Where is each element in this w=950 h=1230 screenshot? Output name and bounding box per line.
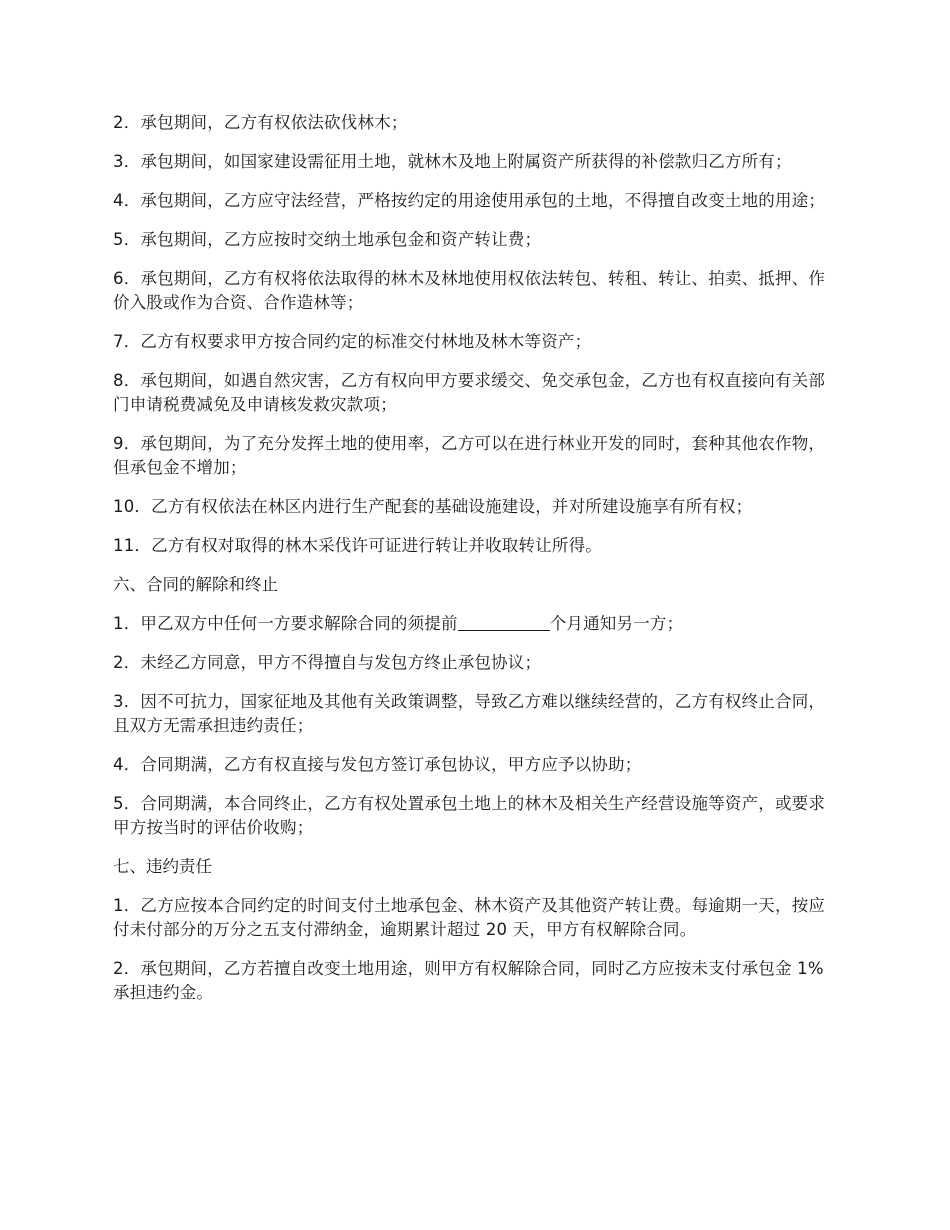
clause-5-4: 4．承包期间，乙方应守法经营，严格按约定的用途使用承包的土地，不得擅自改变土地的用途；: [113, 191, 826, 210]
clause-7-2: 2．承包期间，乙方若擅自改变土地用途，则甲方有权解除合同，同时乙方应按未支付承包金 1%承担违约金。: [113, 959, 824, 1002]
section-7-heading: 七、违约责任: [113, 857, 212, 876]
clause-6-5: 5．合同期满，本合同终止，乙方有权处置承包土地上的林木及相关生产经营设施等资产，或要求甲方按当时的评估价收购；: [113, 794, 826, 837]
clause-5-10: 10．乙方有权依法在林区内进行生产配套的基础设施建设，并对所建设施享有所有权；: [113, 497, 753, 516]
clause-5-8: 8．承包期间，如遇自然灾害，乙方有权向甲方要求缓交、免交承包金，乙方也有权直接向有关部门申请税费减免及申请核发救灾款项；: [113, 371, 826, 414]
fill-in-blank-months: [458, 612, 550, 631]
clause-6-4: 4．合同期满，乙方有权直接与发包方签订承包协议，甲方应予以协助；: [113, 755, 642, 774]
clause-7-1: 1．乙方应按本合同约定的时间支付土地承包金、林木资产及其他资产转让费。每逾期一天，按应付未付部分的万分之五支付滞纳金，逾期累计超过 20 天，甲方有权解除合同。: [113, 896, 826, 939]
clause-6-2: 2．未经乙方同意，甲方不得擅自与发包方终止承包协议；: [113, 653, 542, 672]
clause-5-3: 3．承包期间，如国家建设需征用土地，就林木及地上附属资产所获得的补偿款归乙方所有；: [113, 152, 792, 171]
clause-5-9: 9．承包期间，为了充分发挥土地的使用率，乙方可以在进行林业开发的同时，套种其他农作物，但承包金不增加；: [113, 434, 826, 477]
clause-5-7: 7．乙方有权要求甲方按合同约定的标准交付林地及林木等资产；: [113, 332, 592, 351]
clause-6-1-text-after: 个月通知另一方；: [549, 614, 684, 633]
document-body: [113, 111, 835, 1020]
clause-5-6: 6．承包期间，乙方有权将依法取得的林木及林地使用权依法转包、转租、转让、拍卖、抵押、作价入股或作为合资、合作造林等；: [113, 269, 826, 312]
clause-5-11: 11．乙方有权对取得的林木采伐许可证进行转让并收取转让所得。: [113, 536, 602, 555]
clause-6-3: 3．因不可抗力，国家征地及其他有关政策调整，导致乙方难以继续经营的，乙方有权终止合同，且双方无需承担违约责任；: [113, 692, 826, 735]
clause-5-5: 5．承包期间，乙方应按时交纳土地承包金和资产转让费；: [113, 230, 542, 249]
clause-6-1: [113, 612, 835, 636]
clause-6-1-text-before: 1．甲乙双方中任何一方要求解除合同的须提前: [113, 614, 458, 633]
section-6-heading: 六、合同的解除和终止: [113, 575, 278, 594]
clause-5-2: 2．承包期间，乙方有权依法砍伐林木；: [113, 113, 408, 132]
